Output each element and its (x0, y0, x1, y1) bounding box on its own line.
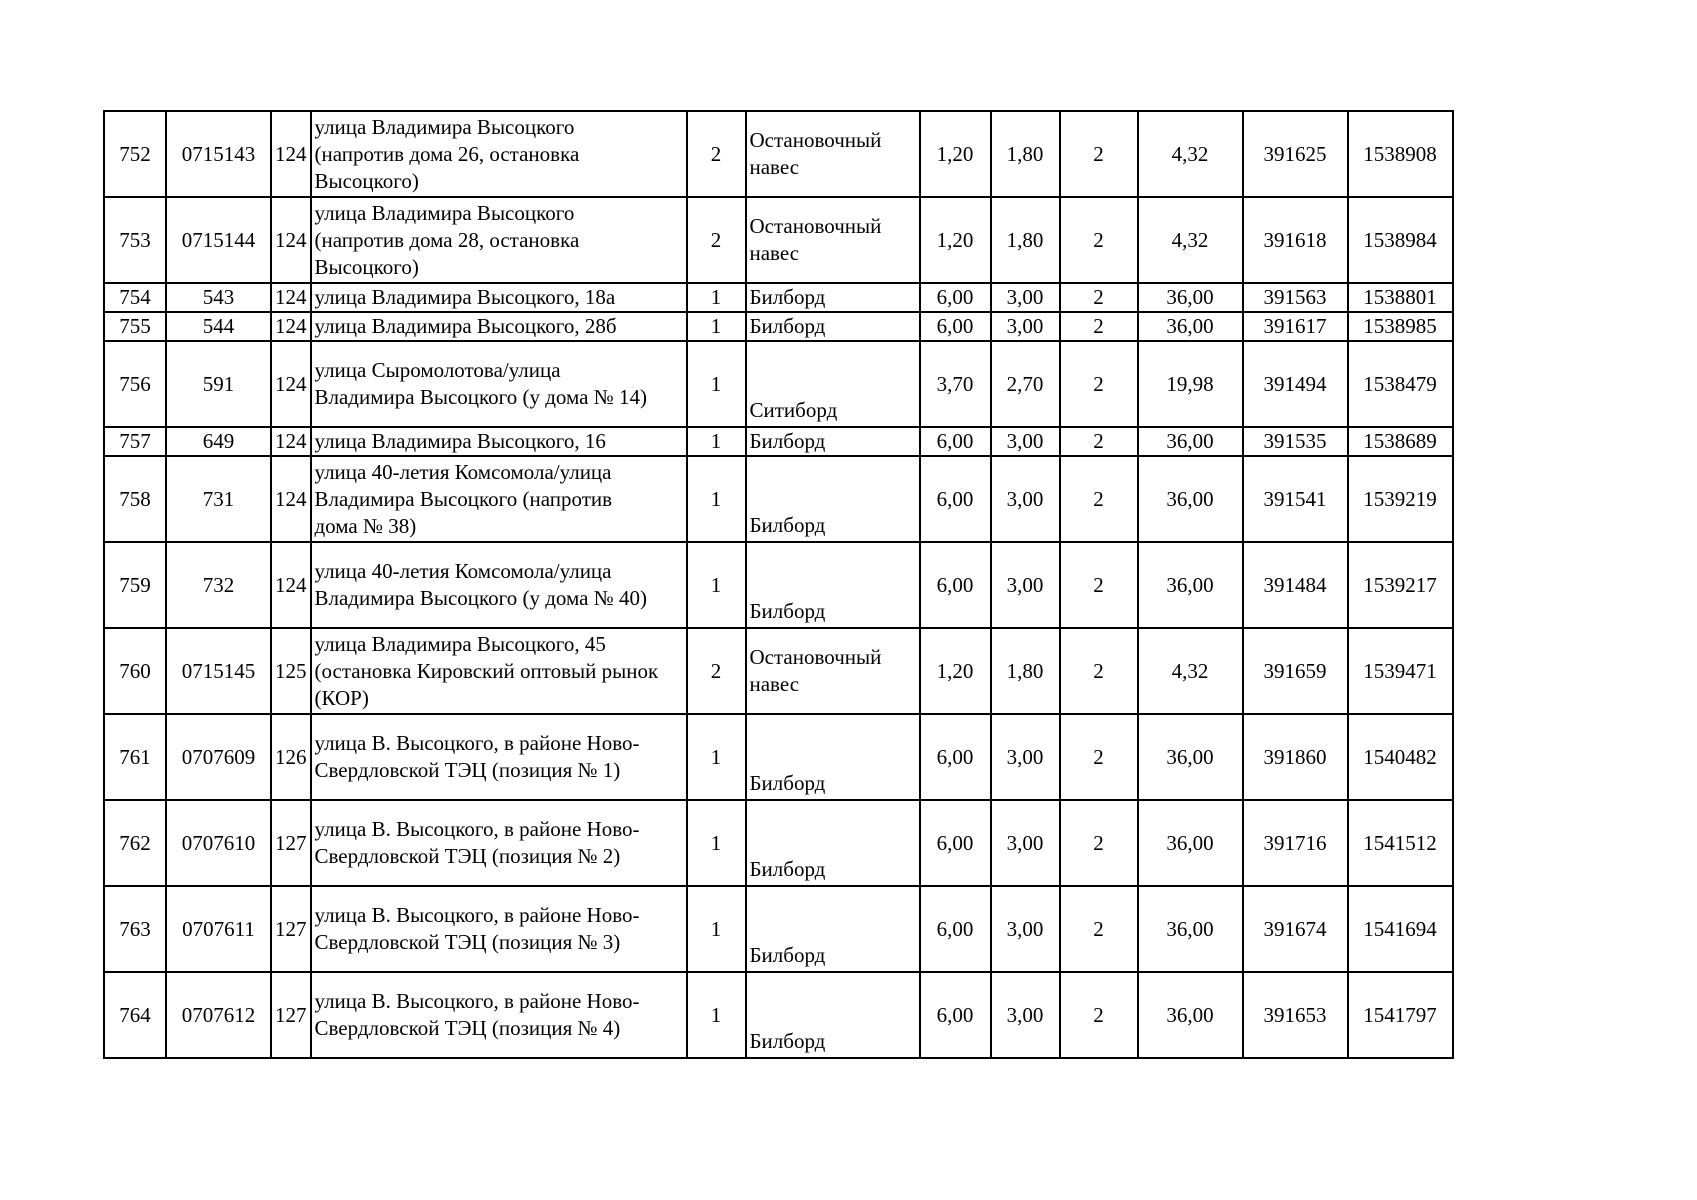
structure-code-cell: 591 (166, 341, 271, 427)
address-line: улица Владимира Высоцкого (314, 200, 575, 225)
structure-type-line: Билборд (749, 513, 826, 537)
coord-y-cell: 1541694 (1348, 886, 1453, 972)
zone-cell: 124 (271, 111, 311, 197)
address-line: улица Владимира Высоцкого, 45 (314, 631, 606, 656)
coord-x-cell: 391484 (1243, 542, 1348, 628)
height-cell: 3,00 (991, 886, 1060, 972)
height-cell: 1,80 (991, 628, 1060, 714)
structure-code-cell: 732 (166, 542, 271, 628)
structure-code-cell: 0707609 (166, 714, 271, 800)
address-line: (напротив дома 26, остановка (314, 141, 580, 166)
area-cell: 4,32 (1138, 628, 1243, 714)
height-cell: 3,00 (991, 800, 1060, 886)
coord-x-cell: 391535 (1243, 427, 1348, 456)
height-cell: 3,00 (991, 427, 1060, 456)
coord-x-cell: 391653 (1243, 972, 1348, 1058)
area-cell: 36,00 (1138, 283, 1243, 312)
address-line: улица Владимира Высоцкого, 16 (314, 429, 606, 453)
width-cell: 1,20 (920, 111, 991, 197)
row-number-cell: 762 (104, 800, 166, 886)
width-cell: 1,20 (920, 197, 991, 283)
row-number-cell: 758 (104, 456, 166, 542)
width-cell: 6,00 (920, 312, 991, 341)
address-cell (311, 456, 687, 542)
zone-cell: 124 (271, 312, 311, 341)
row-number-cell: 757 (104, 427, 166, 456)
structure-type-line: Билборд (749, 314, 826, 338)
address-line: улица В. Высоцкого, в районе Ново- (314, 817, 640, 841)
address-line: (напротив дома 28, остановка (314, 227, 580, 252)
row-number-cell: 763 (104, 886, 166, 972)
table-row (104, 312, 1453, 341)
faces-cell: 2 (1060, 800, 1138, 886)
area-cell: 19,98 (1138, 341, 1243, 427)
address-line: улица Владимира Высоцкого, 28б (314, 314, 617, 338)
coord-y-cell: 1538801 (1348, 283, 1453, 312)
faces-cell: 2 (1060, 542, 1138, 628)
height-cell: 3,00 (991, 456, 1060, 542)
coord-x-cell: 391563 (1243, 283, 1348, 312)
table-row (104, 542, 1453, 628)
width-cell: 6,00 (920, 542, 991, 628)
height-cell: 3,00 (991, 972, 1060, 1058)
structure-type-line: Остановочный (749, 214, 882, 238)
sides-cell: 1 (687, 312, 746, 341)
table-row (104, 283, 1453, 312)
structure-type-cell (746, 283, 920, 312)
row-number-cell: 756 (104, 341, 166, 427)
address-line: улица 40-летия Комсомола/улица (314, 459, 612, 484)
zone-cell: 125 (271, 628, 311, 714)
address-cell (311, 972, 687, 1058)
address-line: Свердловской ТЭЦ (позиция № 3) (314, 930, 621, 954)
coord-y-cell: 1539217 (1348, 542, 1453, 628)
structure-code-cell: 0715143 (166, 111, 271, 197)
height-cell: 2,70 (991, 341, 1060, 427)
coord-x-cell: 391625 (1243, 111, 1348, 197)
coord-x-cell: 391860 (1243, 714, 1348, 800)
table-row (104, 714, 1453, 800)
zone-cell: 124 (271, 456, 311, 542)
coord-y-cell: 1538984 (1348, 197, 1453, 283)
table-row (104, 197, 1453, 283)
sides-cell: 1 (687, 283, 746, 312)
sides-cell: 1 (687, 427, 746, 456)
address-cell (311, 628, 687, 714)
faces-cell: 2 (1060, 427, 1138, 456)
coord-x-cell: 391618 (1243, 197, 1348, 283)
table-body (104, 111, 1453, 1058)
address-line: Высоцкого) (314, 254, 419, 279)
address-cell (311, 800, 687, 886)
address-line: Свердловской ТЭЦ (позиция № 4) (314, 1016, 621, 1040)
coord-x-cell: 391674 (1243, 886, 1348, 972)
sides-cell: 2 (687, 628, 746, 714)
address-line: улица В. Высоцкого, в районе Ново- (314, 989, 640, 1013)
structure-type-line: Билборд (749, 771, 826, 795)
address-line: Владимира Высоцкого (у дома № 40) (314, 586, 648, 610)
table-row (104, 427, 1453, 456)
structure-type-line: Билборд (749, 285, 826, 309)
address-line: улица В. Высоцкого, в районе Ново- (314, 731, 640, 755)
structure-type-line: Остановочный (749, 645, 882, 669)
advertising-structures-table (103, 110, 1454, 1059)
table-row (104, 886, 1453, 972)
area-cell: 4,32 (1138, 197, 1243, 283)
coord-y-cell: 1541512 (1348, 800, 1453, 886)
address-cell (311, 714, 687, 800)
zone-cell: 124 (271, 542, 311, 628)
address-line: (КОР) (314, 685, 369, 710)
row-number-cell: 760 (104, 628, 166, 714)
address-line: улица Сыромолотова/улица (314, 358, 561, 382)
coord-y-cell: 1539219 (1348, 456, 1453, 542)
structure-code-cell: 0707612 (166, 972, 271, 1058)
sides-cell: 1 (687, 972, 746, 1058)
zone-cell: 124 (271, 197, 311, 283)
faces-cell: 2 (1060, 197, 1138, 283)
structure-type-cell (746, 542, 920, 628)
sides-cell: 1 (687, 341, 746, 427)
row-number-cell: 759 (104, 542, 166, 628)
zone-cell: 124 (271, 341, 311, 427)
structure-type-line: Билборд (749, 429, 826, 453)
faces-cell: 2 (1060, 341, 1138, 427)
width-cell: 6,00 (920, 972, 991, 1058)
address-line: улица 40-летия Комсомола/улица (314, 559, 612, 583)
faces-cell: 2 (1060, 714, 1138, 800)
structure-type-cell (746, 427, 920, 456)
structure-type-cell (746, 197, 920, 283)
structure-type-line: Билборд (749, 943, 826, 967)
zone-cell: 124 (271, 283, 311, 312)
address-cell (311, 427, 687, 456)
coord-x-cell: 391541 (1243, 456, 1348, 542)
width-cell: 6,00 (920, 714, 991, 800)
structure-type-line: Билборд (749, 857, 826, 881)
structure-type-cell (746, 714, 920, 800)
sides-cell: 1 (687, 456, 746, 542)
area-cell: 36,00 (1138, 542, 1243, 628)
address-line: Свердловской ТЭЦ (позиция № 1) (314, 758, 621, 782)
zone-cell: 126 (271, 714, 311, 800)
sides-cell: 1 (687, 886, 746, 972)
coord-x-cell: 391617 (1243, 312, 1348, 341)
structure-code-cell: 544 (166, 312, 271, 341)
structure-type-cell (746, 456, 920, 542)
address-cell (311, 542, 687, 628)
structure-type-cell (746, 972, 920, 1058)
width-cell: 6,00 (920, 800, 991, 886)
width-cell: 1,20 (920, 628, 991, 714)
address-line: Владимира Высоцкого (напротив (314, 486, 613, 511)
structure-type-line: навес (749, 155, 800, 179)
height-cell: 1,80 (991, 111, 1060, 197)
structure-code-cell: 649 (166, 427, 271, 456)
faces-cell: 2 (1060, 283, 1138, 312)
structure-type-line: Остановочный (749, 128, 882, 152)
structure-type-line: Билборд (749, 1029, 826, 1053)
structure-code-cell: 0715145 (166, 628, 271, 714)
address-cell (311, 886, 687, 972)
coord-x-cell: 391659 (1243, 628, 1348, 714)
area-cell: 4,32 (1138, 111, 1243, 197)
structure-type-line: навес (749, 241, 800, 265)
width-cell: 6,00 (920, 886, 991, 972)
address-cell (311, 197, 687, 283)
area-cell: 36,00 (1138, 427, 1243, 456)
table-row (104, 341, 1453, 427)
area-cell: 36,00 (1138, 714, 1243, 800)
address-cell (311, 312, 687, 341)
structure-type-cell (746, 628, 920, 714)
address-line: (остановка Кировский оптовый рынок (314, 658, 659, 683)
zone-cell: 127 (271, 800, 311, 886)
structure-type-cell (746, 886, 920, 972)
coord-y-cell: 1539471 (1348, 628, 1453, 714)
table-row (104, 456, 1453, 542)
row-number-cell: 754 (104, 283, 166, 312)
area-cell: 36,00 (1138, 800, 1243, 886)
structure-type-line: Ситиборд (749, 398, 838, 422)
coord-x-cell: 391494 (1243, 341, 1348, 427)
table-row (104, 111, 1453, 197)
row-number-cell: 752 (104, 111, 166, 197)
structure-type-cell (746, 800, 920, 886)
sides-cell: 2 (687, 197, 746, 283)
coord-y-cell: 1541797 (1348, 972, 1453, 1058)
width-cell: 6,00 (920, 283, 991, 312)
width-cell: 6,00 (920, 427, 991, 456)
sides-cell: 1 (687, 800, 746, 886)
height-cell: 3,00 (991, 312, 1060, 341)
address-line: улица Владимира Высоцкого, 18а (314, 285, 616, 309)
structure-code-cell: 731 (166, 456, 271, 542)
faces-cell: 2 (1060, 628, 1138, 714)
coord-y-cell: 1540482 (1348, 714, 1453, 800)
structure-type-cell (746, 111, 920, 197)
structure-code-cell: 0707610 (166, 800, 271, 886)
address-line: Свердловской ТЭЦ (позиция № 2) (314, 844, 621, 868)
address-cell (311, 341, 687, 427)
row-number-cell: 764 (104, 972, 166, 1058)
height-cell: 3,00 (991, 542, 1060, 628)
structure-code-cell: 0707611 (166, 886, 271, 972)
structure-type-line: навес (749, 672, 800, 696)
address-cell (311, 111, 687, 197)
coord-y-cell: 1538479 (1348, 341, 1453, 427)
address-line: Высоцкого) (314, 168, 419, 193)
address-line: улица Владимира Высоцкого (314, 114, 575, 139)
address-line: дома № 38) (314, 513, 417, 538)
zone-cell: 124 (271, 427, 311, 456)
area-cell: 36,00 (1138, 312, 1243, 341)
structure-code-cell: 543 (166, 283, 271, 312)
faces-cell: 2 (1060, 312, 1138, 341)
row-number-cell: 753 (104, 197, 166, 283)
faces-cell: 2 (1060, 886, 1138, 972)
area-cell: 36,00 (1138, 972, 1243, 1058)
coord-x-cell: 391716 (1243, 800, 1348, 886)
area-cell: 36,00 (1138, 456, 1243, 542)
coord-y-cell: 1538689 (1348, 427, 1453, 456)
faces-cell: 2 (1060, 972, 1138, 1058)
table-row (104, 972, 1453, 1058)
address-line: Владимира Высоцкого (у дома № 14) (314, 385, 648, 409)
height-cell: 3,00 (991, 283, 1060, 312)
faces-cell: 2 (1060, 111, 1138, 197)
sides-cell: 1 (687, 714, 746, 800)
width-cell: 3,70 (920, 341, 991, 427)
address-cell (311, 283, 687, 312)
width-cell: 6,00 (920, 456, 991, 542)
structure-type-line: Билборд (749, 599, 826, 623)
height-cell: 1,80 (991, 197, 1060, 283)
coord-y-cell: 1538908 (1348, 111, 1453, 197)
height-cell: 3,00 (991, 714, 1060, 800)
structure-type-cell (746, 341, 920, 427)
structure-code-cell: 0715144 (166, 197, 271, 283)
coord-y-cell: 1538985 (1348, 312, 1453, 341)
address-line: улица В. Высоцкого, в районе Ново- (314, 903, 640, 927)
table-row (104, 800, 1453, 886)
zone-cell: 127 (271, 886, 311, 972)
row-number-cell: 755 (104, 312, 166, 341)
zone-cell: 127 (271, 972, 311, 1058)
faces-cell: 2 (1060, 456, 1138, 542)
sides-cell: 1 (687, 542, 746, 628)
area-cell: 36,00 (1138, 886, 1243, 972)
sides-cell: 2 (687, 111, 746, 197)
table-row (104, 628, 1453, 714)
row-number-cell: 761 (104, 714, 166, 800)
structure-type-cell (746, 312, 920, 341)
